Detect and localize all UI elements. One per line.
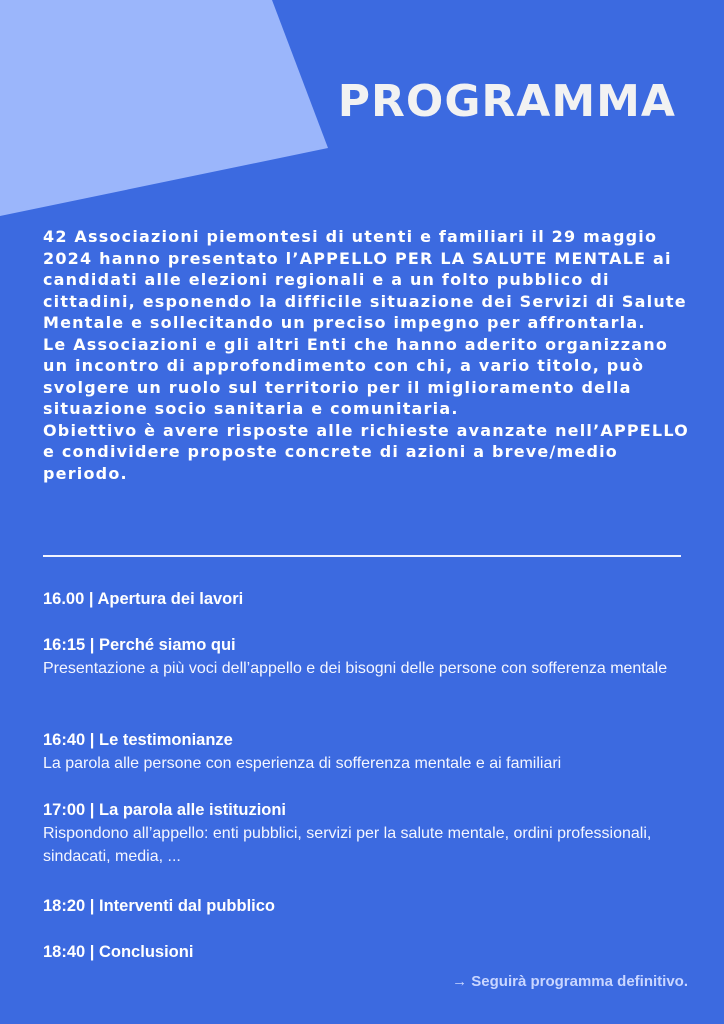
- schedule-item-heading: 18:40 | Conclusioni: [43, 943, 194, 961]
- schedule-item-description: Presentazione a più voci dell’appello e dei bisogni delle persone con sofferenza mentale: [43, 660, 668, 677]
- schedule-item: [43, 798, 683, 868]
- schedule-item-heading: 17:00 | La parola alle istituzioni: [43, 801, 287, 819]
- page-title: PROGRAMMA: [337, 76, 676, 127]
- schedule-item: [43, 894, 683, 918]
- schedule-item-heading: 16:40 | Le testimonianze: [43, 731, 233, 749]
- intro-paragraph: Obiettivo è avere risposte alle richieste avanzate nell’APPELLO e condividere proposte concrete di azioni a breve/medio periodo.: [43, 420, 689, 483]
- schedule-item-heading: 16:15 | Perché siamo qui: [43, 636, 236, 654]
- intro-paragraph: 42 Associazioni piemontesi di utenti e familiari il 29 maggio 2024 hanno presentato l’APPELLO PER LA SALUTE MENTALE ai candidati alle elezioni regionali e a un folto pubblico di cittadini, esponendo la difficile situazione dei Servizi di Salute Mentale e sollecitando un preciso impegno per affrontarla.: [43, 227, 687, 332]
- footer-note: → Seguirà programma definitivo.: [452, 973, 688, 990]
- decorative-shape: [0, 0, 330, 220]
- schedule-item: [43, 728, 683, 775]
- intro-paragraph: Le Associazioni e gli altri Enti che hanno aderito organizzano un incontro di approfondimento con chi, a vario titolo, può svolgere un ruolo sul territorio per il miglioramento della situazione socio sanitaria e comunitaria.: [43, 334, 669, 418]
- schedule-item-description: Rispondono all’appello: enti pubblici, servizi per la salute mentale, ordini professionali, sindacati, media, ...: [43, 825, 652, 865]
- schedule-item: [43, 940, 683, 964]
- schedule-item-heading: 16.00 | Apertura dei lavori: [43, 590, 244, 608]
- divider: [43, 555, 681, 557]
- schedule-item-heading: 18:20 | Interventi dal pubblico: [43, 897, 275, 915]
- schedule-item-description: La parola alle persone con esperienza di sofferenza mentale e ai familiari: [43, 755, 562, 772]
- schedule-item: [43, 633, 683, 680]
- intro-text: [43, 226, 693, 484]
- schedule-item: [43, 587, 683, 611]
